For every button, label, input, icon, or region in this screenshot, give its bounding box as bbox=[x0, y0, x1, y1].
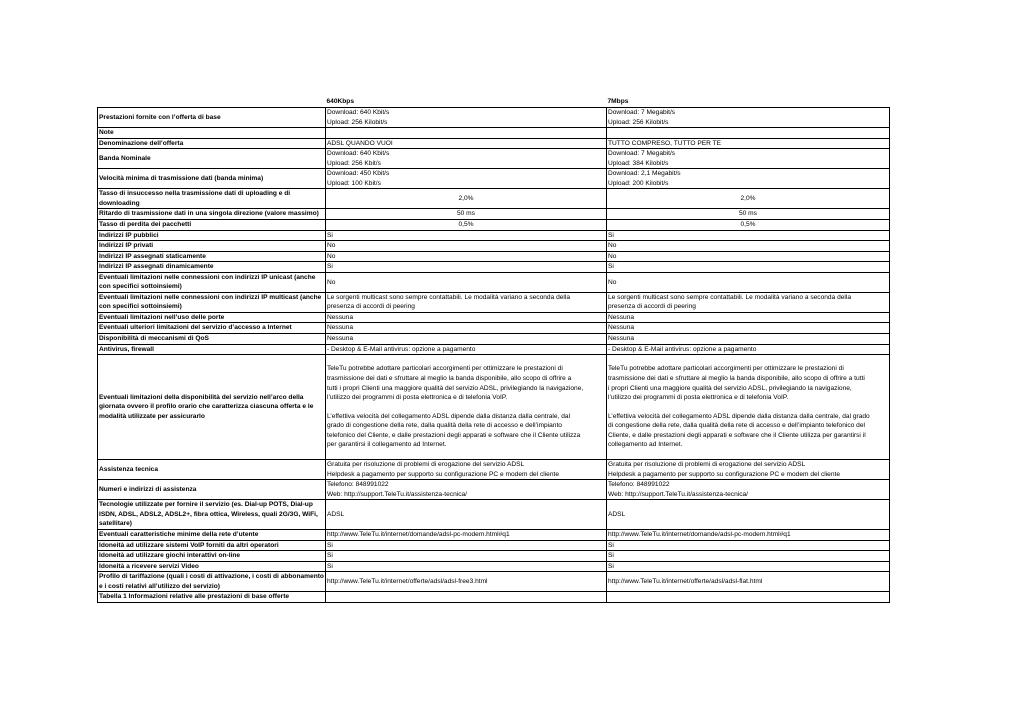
table-row bbox=[98, 529, 890, 540]
value-640kbps bbox=[326, 209, 607, 220]
cell-line: Web: http://support.TeleTu.it/assistenza-tecnica/ bbox=[327, 490, 468, 498]
cell-line: Si bbox=[608, 263, 614, 271]
value-7mbps bbox=[607, 323, 890, 334]
value-640kbps bbox=[326, 561, 607, 572]
value-640kbps bbox=[326, 460, 607, 480]
table-row bbox=[98, 460, 890, 480]
table-row bbox=[98, 344, 890, 355]
row-label: Antivirus, firewall bbox=[98, 344, 326, 355]
cell-line: http://www.TeleTu.it/internet/domande/adsl-pc-modem.html#q1 bbox=[327, 530, 510, 538]
cell-line: L’effettiva velocità del collegamento ADSL dipende dalla distanza dalla centrale, dal bbox=[327, 412, 571, 420]
cell-line: Download: 2,1 Megabit/s bbox=[608, 170, 681, 178]
table-row bbox=[98, 480, 890, 500]
cell-line: Upload: 200 Kilobit/s bbox=[608, 179, 669, 187]
cell-line: http://www.TeleTu.it/internet/domande/adsl-pc-modem.html#q1 bbox=[608, 530, 791, 538]
value-7mbps bbox=[607, 500, 890, 530]
table-row bbox=[98, 355, 890, 460]
table-row bbox=[98, 572, 890, 592]
table-row bbox=[98, 108, 890, 128]
cell-line: ADSL QUANDO VUOI bbox=[327, 139, 393, 147]
value-7mbps bbox=[607, 344, 890, 355]
cell-line: Si bbox=[327, 552, 333, 560]
row-label: Note bbox=[98, 128, 326, 139]
row-label: Indirizzi IP assegnati staticamente bbox=[98, 251, 326, 262]
table-row bbox=[98, 189, 890, 209]
cell-line: Helpdesk a pagamento per supporto su configurazione PC e modem del cliente bbox=[327, 470, 560, 478]
cell-line: 2,0% bbox=[740, 195, 756, 203]
cell-line: tutti i propri Clienti una maggiore qualità del servizio ADSL, privilegiando la navigazione, bbox=[327, 384, 584, 392]
row-label: Eventuali ulteriori limitazioni del servizio d’accesso a Internet bbox=[98, 323, 326, 334]
value-7mbps bbox=[607, 572, 890, 592]
table-row bbox=[98, 220, 890, 231]
cell-line: TUTTO COMPRESO, TUTTO PER TE bbox=[608, 139, 722, 147]
value-7mbps bbox=[607, 128, 890, 139]
cell-line: telefonico del Cliente, e dalle prestazioni degli apparati e software che il Cliente utilizza bbox=[327, 431, 581, 439]
cell-line: L’effettiva velocità del collegamento ADSL dipende dalla distanza dalla centrale, dal grado bbox=[608, 412, 870, 420]
value-7mbps bbox=[607, 138, 890, 149]
value-640kbps bbox=[326, 138, 607, 149]
value-7mbps bbox=[607, 189, 890, 209]
cell-line: http://www.TeleTu.it/internet/offerte/adsl/adsl-free3.html bbox=[327, 577, 488, 585]
table-row bbox=[98, 262, 890, 273]
row-label: Velocità minima di trasmissione dati (banda minima) bbox=[98, 169, 326, 189]
cell-line: Download: 450 Kbit/s bbox=[327, 170, 390, 178]
cell-line: Web: http://support.TeleTu.it/assistenza-tecnica/ bbox=[608, 490, 749, 498]
row-label: Eventuali limitazioni nelle connessioni con indirizzi IP unicast (anche con specifici sottoinsiemi) bbox=[98, 272, 326, 292]
header-7mbps: 7Mbps bbox=[607, 98, 629, 106]
value-640kbps bbox=[326, 355, 607, 460]
cell-line: Si bbox=[327, 562, 333, 570]
cell-line: Nessuna bbox=[608, 324, 635, 332]
value-7mbps bbox=[607, 220, 890, 231]
value-7mbps bbox=[607, 334, 890, 345]
value-640kbps bbox=[326, 169, 607, 189]
row-label: Idoneità a ricevere servizi Video bbox=[98, 561, 326, 572]
value-7mbps bbox=[607, 592, 890, 603]
value-640kbps bbox=[326, 108, 607, 128]
table-header-row bbox=[98, 97, 890, 108]
cell-line: Nessuna bbox=[608, 313, 635, 321]
value-640kbps bbox=[326, 540, 607, 551]
cell-line: Upload: 256 Kbit/s bbox=[327, 159, 381, 167]
table-row bbox=[98, 272, 890, 292]
value-640kbps bbox=[326, 262, 607, 273]
cell-line: Download: 7 Megabit/s bbox=[608, 150, 676, 158]
table-row bbox=[98, 334, 890, 345]
value-7mbps bbox=[607, 251, 890, 262]
table-row bbox=[98, 592, 890, 603]
table-row bbox=[98, 138, 890, 149]
value-640kbps bbox=[326, 220, 607, 231]
value-640kbps bbox=[326, 500, 607, 530]
value-640kbps bbox=[326, 592, 607, 603]
row-label: Tasso di insuccesso nella trasmissione dati di uploading e di downloading bbox=[98, 189, 326, 209]
value-640kbps bbox=[326, 149, 607, 169]
cell-line: Si bbox=[608, 541, 614, 549]
cell-line bbox=[608, 403, 888, 412]
value-7mbps bbox=[607, 272, 890, 292]
cell-line: No bbox=[327, 278, 336, 286]
table-row bbox=[98, 561, 890, 572]
cell-line: 50 ms bbox=[457, 210, 475, 218]
cell-line: presenza di accordi di peering bbox=[608, 303, 696, 311]
value-7mbps bbox=[607, 108, 890, 128]
cell-line: per garantirsi il collegamento ad Internet. bbox=[327, 441, 447, 449]
cell-line: Telefono: 848991022 bbox=[608, 481, 670, 489]
value-7mbps bbox=[607, 241, 890, 252]
cell-line: Nessuna bbox=[327, 324, 354, 332]
cell-line: Le sorgenti multicast sono sempre contattabili. Le modalità variano a seconda della bbox=[608, 293, 852, 301]
row-label: Idoneità ad utilizzare giochi interattivi on-line bbox=[98, 551, 326, 562]
header-640kbps: 640Kbps bbox=[326, 98, 354, 106]
value-640kbps bbox=[326, 230, 607, 241]
cell-line: Gratuita per risoluzione di problemi di erogazione del servizio ADSL bbox=[327, 461, 525, 469]
row-label: Indirizzi IP assegnati dinamicamente bbox=[98, 262, 326, 273]
cell-line: Nessuna bbox=[327, 335, 354, 343]
cell-line: l’utilizzo dei programmi di posta elettronica e di telefonia VoIP. bbox=[327, 394, 508, 402]
cell-line: No bbox=[327, 252, 336, 260]
cell-line: No bbox=[608, 252, 617, 260]
table-row bbox=[98, 251, 890, 262]
cell-line: Download: 7 Megabit/s bbox=[608, 109, 676, 116]
table-row bbox=[98, 128, 890, 139]
row-label: Prestazioni fornite con l’offerta di base bbox=[98, 108, 326, 128]
cell-line: Cliente, e dalle prestazioni degli apparati e software che il Cliente utilizza per garantirsi il bbox=[608, 431, 866, 439]
cell-line: trasmissione dei dati e sfruttare al meglio la banda disponibile, allo scopo di offrire a bbox=[327, 374, 572, 382]
cell-line: Upload: 100 Kbit/s bbox=[327, 179, 381, 187]
cell-line: - Desktop & E-Mail antivirus: opzione a pagamento bbox=[327, 345, 476, 353]
value-640kbps bbox=[326, 241, 607, 252]
value-640kbps bbox=[326, 572, 607, 592]
value-640kbps bbox=[326, 292, 607, 312]
row-label: Tabella 1 Informazioni relative alle prestazioni di base offerte bbox=[98, 592, 326, 603]
value-640kbps bbox=[326, 128, 607, 139]
cell-line: No bbox=[608, 242, 617, 250]
cell-line: No bbox=[327, 242, 336, 250]
table-row bbox=[98, 209, 890, 220]
value-640kbps bbox=[326, 334, 607, 345]
cell-line: Download: 640 Kbit/s bbox=[327, 150, 390, 158]
cell-line: Si bbox=[608, 231, 614, 239]
value-7mbps bbox=[607, 149, 890, 169]
cell-line: Upload: 256 Kilobit/s bbox=[608, 118, 669, 126]
cell-line: Le sorgenti multicast sono sempre contattabili. Le modalità variano a seconda della bbox=[327, 293, 571, 301]
value-7mbps bbox=[607, 292, 890, 312]
row-label: Tasso di perdita dei pacchetti bbox=[98, 220, 326, 231]
cell-line: TeleTu potrebbe adottare particolari accorgimenti per ottimizzare le prestazioni di bbox=[608, 365, 844, 373]
value-640kbps bbox=[326, 551, 607, 562]
cell-line: presenza di accordi di peering bbox=[327, 303, 415, 311]
value-640kbps bbox=[326, 312, 607, 323]
table-row bbox=[98, 169, 890, 189]
cell-line: collegamento ad Internet. bbox=[608, 441, 683, 449]
cell-line: i propri Clienti una maggiore qualità del servizio ADSL, privilegiando la navigazione, bbox=[608, 384, 852, 392]
value-640kbps bbox=[326, 323, 607, 334]
table-row bbox=[98, 292, 890, 312]
value-7mbps bbox=[607, 209, 890, 220]
cell-line: Upload: 256 Kilobit/s bbox=[327, 118, 388, 126]
value-7mbps bbox=[607, 355, 890, 460]
cell-line: l’utilizzo dei programmi di posta elettronica e di telefonia VoIP. bbox=[608, 394, 789, 402]
value-7mbps bbox=[607, 230, 890, 241]
cell-line: trasmissione dei dati e sfruttare al meglio la banda disponibile, allo scopo di offrire a tutti bbox=[608, 374, 865, 382]
row-label: Indirizzi IP pubblici bbox=[98, 230, 326, 241]
table-row bbox=[98, 149, 890, 169]
header-empty-cell bbox=[98, 97, 326, 108]
cell-line: - Desktop & E-Mail antivirus: opzione a pagamento bbox=[608, 345, 757, 353]
row-label: Eventuali caratteristiche minime della rete d’utente bbox=[98, 529, 326, 540]
cell-line: 2,0% bbox=[458, 195, 474, 203]
value-7mbps bbox=[607, 540, 890, 551]
table-row bbox=[98, 312, 890, 323]
value-640kbps bbox=[326, 529, 607, 540]
cell-line: Download: 640 Kbit/s bbox=[327, 109, 390, 116]
value-640kbps bbox=[326, 480, 607, 500]
cell-line: http://www.TeleTu.it/internet/offerte/adsl/adsl-flat.html bbox=[608, 577, 763, 585]
cell-line: di congestione della rete, dalla qualità della rete di accesso e dell’impianto telefonico del bbox=[608, 422, 865, 430]
row-label: Denominazione dell’offerta bbox=[98, 138, 326, 149]
cell-line: Si bbox=[608, 562, 614, 570]
cell-line: ADSL bbox=[608, 510, 626, 518]
cell-line: Telefono: 848991022 bbox=[327, 481, 389, 489]
value-7mbps bbox=[607, 561, 890, 572]
row-label: Banda Nominale bbox=[98, 149, 326, 169]
row-label: Numeri e indirizzi di assistenza bbox=[98, 480, 326, 500]
cell-line bbox=[327, 403, 605, 412]
cell-line: Nessuna bbox=[608, 335, 635, 343]
table-row bbox=[98, 500, 890, 530]
value-640kbps bbox=[326, 251, 607, 262]
value-640kbps bbox=[326, 189, 607, 209]
cell-line: Si bbox=[608, 552, 614, 560]
cell-line: 0,5% bbox=[740, 221, 756, 229]
table-row bbox=[98, 241, 890, 252]
row-label: Idoneità ad utilizzare sistemi VoIP forniti da altri operatori bbox=[98, 540, 326, 551]
row-label: Indirizzi IP privati bbox=[98, 241, 326, 252]
table-row bbox=[98, 323, 890, 334]
offer-comparison-table bbox=[97, 97, 890, 603]
cell-line: 50 ms bbox=[739, 210, 757, 218]
cell-line: Si bbox=[327, 541, 333, 549]
row-label: Disponibilità di meccanismi di QoS bbox=[98, 334, 326, 345]
cell-line: Si bbox=[327, 263, 333, 271]
cell-line: Si bbox=[327, 231, 333, 239]
value-7mbps bbox=[607, 262, 890, 273]
cell-line: Upload: 384 Kilobit/s bbox=[608, 159, 669, 167]
cell-line: Nessuna bbox=[327, 313, 354, 321]
cell-line: No bbox=[608, 278, 617, 286]
row-label: Assistenza tecnica bbox=[98, 460, 326, 480]
table-row bbox=[98, 540, 890, 551]
value-640kbps bbox=[326, 272, 607, 292]
value-7mbps bbox=[607, 169, 890, 189]
cell-line: TeleTu potrebbe adottare particolari accorgimenti per ottimizzare le prestazioni di bbox=[327, 365, 563, 373]
value-640kbps bbox=[326, 344, 607, 355]
value-7mbps bbox=[607, 312, 890, 323]
cell-line: ADSL bbox=[327, 510, 345, 518]
value-7mbps bbox=[607, 551, 890, 562]
value-7mbps bbox=[607, 480, 890, 500]
table-row bbox=[98, 230, 890, 241]
row-label: Eventuali limitazioni nell’uso delle porte bbox=[98, 312, 326, 323]
table-row bbox=[98, 551, 890, 562]
cell-line: Helpdesk a pagamento per supporto su configurazione PC e modem del cliente bbox=[608, 470, 841, 478]
row-label: Tecnologie utilizzate per fornire il servizio (es. Dial-up POTS, Dial-up ISDN, ADSL, ADSL2, ADSL2+, fibra ottica, Wireless, quali 2G/3G, WiFi, satellitare) bbox=[98, 500, 326, 530]
row-label: Ritardo di trasmissione dati in una singola direzione (valore massimo) bbox=[98, 209, 326, 220]
row-label: Profilo di tariffazione (quali i costi di attivazione, i costi di abbonamento e i costi relativi all’utilizzo del servizio) bbox=[98, 572, 326, 592]
value-7mbps bbox=[607, 529, 890, 540]
value-7mbps bbox=[607, 460, 890, 480]
cell-line: Gratuita per risoluzione di problemi di erogazione del servizio ADSL bbox=[608, 461, 806, 469]
cell-line: 0,5% bbox=[458, 221, 474, 229]
row-label: Eventuali limitazioni nelle connessioni con indirizzi IP multicast (anche con specifici sottoinsiemi) bbox=[98, 292, 326, 312]
cell-line: grado di congestione della rete, dalla qualità della rete di accesso e dell’impianto bbox=[327, 422, 562, 430]
row-label: Eventuali limitazioni della disponibilità del servizio nell’arco della giornata ovvero il profilo orario che caratterizza ciascuna offerta e le modalità utilizzate per assicurarlo bbox=[98, 355, 326, 460]
